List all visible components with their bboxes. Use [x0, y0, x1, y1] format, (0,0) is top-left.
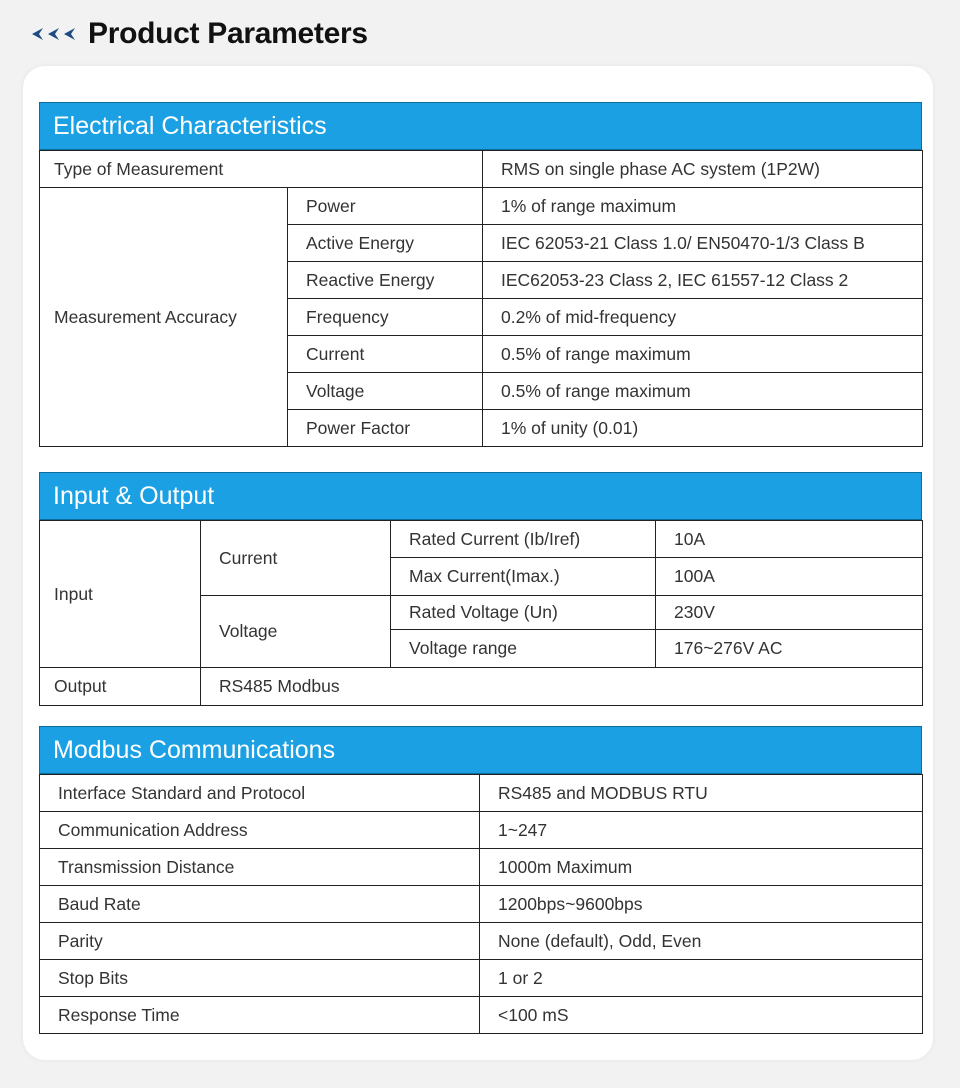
value-cell: 1200bps~9600bps — [480, 886, 923, 923]
type-of-measurement-value: RMS on single phase AC system (1P2W) — [483, 151, 923, 188]
measurement-accuracy-label: Measurement Accuracy — [40, 188, 288, 447]
param-cell: Reactive Energy — [288, 262, 483, 299]
rated-current-value: 10A — [656, 521, 923, 558]
param-cell: Power Factor — [288, 410, 483, 447]
io-table — [39, 520, 923, 706]
rated-current-label: Rated Current (Ib/Iref) — [391, 521, 656, 558]
value-cell: IEC62053-23 Class 2, IEC 61557-12 Class 2 — [483, 262, 923, 299]
voltage-group-label: Voltage — [201, 596, 391, 668]
value-cell: <100 mS — [480, 997, 923, 1034]
param-cell: Communication Address — [40, 812, 480, 849]
current-group-label: Current — [201, 521, 391, 596]
table-row — [40, 188, 923, 225]
output-value: RS485 Modbus — [201, 668, 923, 706]
param-cell: Stop Bits — [40, 960, 480, 997]
param-cell: Baud Rate — [40, 886, 480, 923]
value-cell: 0.2% of mid-frequency — [483, 299, 923, 336]
rated-voltage-value: 230V — [656, 596, 923, 630]
value-cell: 0.5% of range maximum — [483, 373, 923, 410]
voltage-range-label: Voltage range — [391, 630, 656, 668]
param-cell: Parity — [40, 923, 480, 960]
value-cell: IEC 62053-21 Class 1.0/ EN50470-1/3 Class B — [483, 225, 923, 262]
table-row — [40, 997, 923, 1034]
value-cell: 1% of unity (0.01) — [483, 410, 923, 447]
modbus-section — [39, 726, 922, 1034]
page-header — [30, 14, 368, 54]
table-row — [40, 668, 923, 706]
modbus-table — [39, 774, 923, 1034]
input-label: Input — [40, 521, 201, 668]
table-row — [40, 923, 923, 960]
param-cell: Current — [288, 336, 483, 373]
value-cell: RS485 and MODBUS RTU — [480, 775, 923, 812]
table-row — [40, 960, 923, 997]
value-cell: 1 or 2 — [480, 960, 923, 997]
io-section — [39, 472, 922, 706]
value-cell: 0.5% of range maximum — [483, 336, 923, 373]
section-header-modbus: Modbus Communications — [39, 726, 922, 774]
value-cell: 1~247 — [480, 812, 923, 849]
electrical-table — [39, 150, 923, 447]
section-header-io: Input & Output — [39, 472, 922, 520]
param-cell: Frequency — [288, 299, 483, 336]
table-row — [40, 886, 923, 923]
param-cell: Transmission Distance — [40, 849, 480, 886]
param-cell: Power — [288, 188, 483, 225]
section-header-electrical: Electrical Characteristics — [39, 102, 922, 150]
max-current-label: Max Current(Imax.) — [391, 558, 656, 596]
param-cell: Active Energy — [288, 225, 483, 262]
value-cell: None (default), Odd, Even — [480, 923, 923, 960]
table-row — [40, 521, 923, 558]
electrical-section — [39, 102, 922, 447]
rated-voltage-label: Rated Voltage (Un) — [391, 596, 656, 630]
type-of-measurement-label: Type of Measurement — [40, 151, 483, 188]
output-label: Output — [40, 668, 201, 706]
param-cell: Response Time — [40, 997, 480, 1034]
max-current-value: 100A — [656, 558, 923, 596]
table-row — [40, 775, 923, 812]
table-row — [40, 849, 923, 886]
param-cell: Interface Standard and Protocol — [40, 775, 480, 812]
table-row — [40, 151, 923, 188]
value-cell: 1% of range maximum — [483, 188, 923, 225]
value-cell: 1000m Maximum — [480, 849, 923, 886]
triple-chevron-left-icon — [30, 27, 82, 41]
page-title: Product Parameters — [88, 17, 368, 50]
param-cell: Voltage — [288, 373, 483, 410]
table-row — [40, 812, 923, 849]
voltage-range-value: 176~276V AC — [656, 630, 923, 668]
